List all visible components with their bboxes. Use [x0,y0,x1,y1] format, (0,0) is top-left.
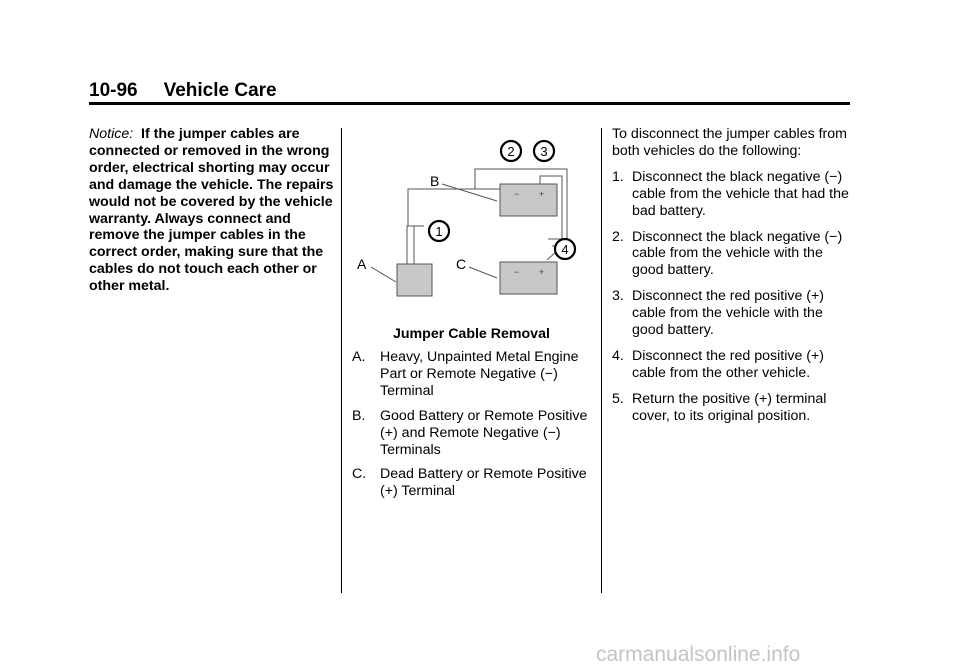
notice-block [89,126,334,295]
figure-legend [352,349,592,508]
figure-caption: Jumper Cable Removal [393,326,550,342]
leader-a [371,267,396,282]
dead-battery-c [500,262,557,294]
step-5 [612,391,852,425]
legend-letter: B. [352,407,366,424]
step-text: Return the positive (+) terminal cover, to its original position. [632,390,827,424]
callout-2 [501,141,521,161]
step-4 [612,348,852,382]
callout-3 [534,141,554,161]
callout-3-number: 3 [540,144,548,159]
disconnect-section [612,126,852,434]
label-a: A [357,256,367,272]
cable-a-to-1 [407,226,424,264]
section-title: Vehicle Care [163,80,277,101]
cable-1-to-b [408,189,500,226]
callout-1-number: 1 [435,224,443,239]
legend-text: Good Battery or Remote Positive (+) and Remote Negative (−) Terminals [380,407,588,458]
page-number: 10-96 [89,80,138,101]
legend-item-c [352,466,592,500]
step-number: 2. [612,228,624,245]
legend-letter: C. [352,466,367,483]
legend-text: Heavy, Unpainted Metal Engine Part or Remote Negative (−) Terminal [380,349,579,399]
callout-1 [429,221,449,241]
good-battery-b [500,184,557,216]
label-b: B [430,173,440,189]
label-c: C [456,256,467,272]
legend-item-b [352,408,592,459]
legend-item-a [352,349,592,400]
engine-part-a [397,264,432,296]
step-text: Disconnect the black negative (−) cable from the vehicle that had the bad battery. [632,168,849,219]
step-text: Disconnect the red positive (+) cable from the vehicle with the good battery. [632,288,825,339]
legend-text: Dead Battery or Remote Positive (+) Terminal [380,466,587,500]
battery-b-plus: + [539,189,545,199]
notice-text: If the jumper cables are connected or removed in the wrong order, electrical shorting may occur and damage the vehicle. The repairs would not be covered by the vehicle warranty. Always connect and remove the jumper cables in the correct order, making sure that the cables do not touch each other or other metal. [89,126,334,295]
step-text: Disconnect the black negative (−) cable from the vehicle with the good battery. [632,228,843,279]
battery-b-minus: − [514,189,520,199]
step-number: 4. [612,347,624,364]
callout-4 [555,239,575,259]
column-divider-right [601,128,602,593]
step-3 [612,288,852,339]
jumper-cable-diagram [352,134,592,330]
battery-c-minus: − [514,267,520,277]
page-header [89,80,277,102]
step-1 [612,169,852,220]
column-divider-left [341,128,342,593]
step-2 [612,229,852,280]
notice-paragraph [89,126,334,295]
callout-4-number: 4 [561,242,569,257]
footer-watermark: carmanualsonline.info [596,643,801,666]
step-number: 5. [612,390,624,407]
step-number: 1. [612,168,624,185]
notice-label: Notice: [89,126,134,142]
disconnect-intro: To disconnect the jumper cables from both vehicles do the following: [612,126,847,159]
leader-c [469,267,497,278]
step-number: 3. [612,288,624,305]
leader-b [442,184,497,201]
legend-letter: A. [352,349,366,365]
step-text: Disconnect the red positive (+) cable from the other vehicle. [632,347,825,381]
battery-c-plus: + [539,267,545,277]
callout-2-number: 2 [507,144,515,159]
header-rule [89,102,850,105]
